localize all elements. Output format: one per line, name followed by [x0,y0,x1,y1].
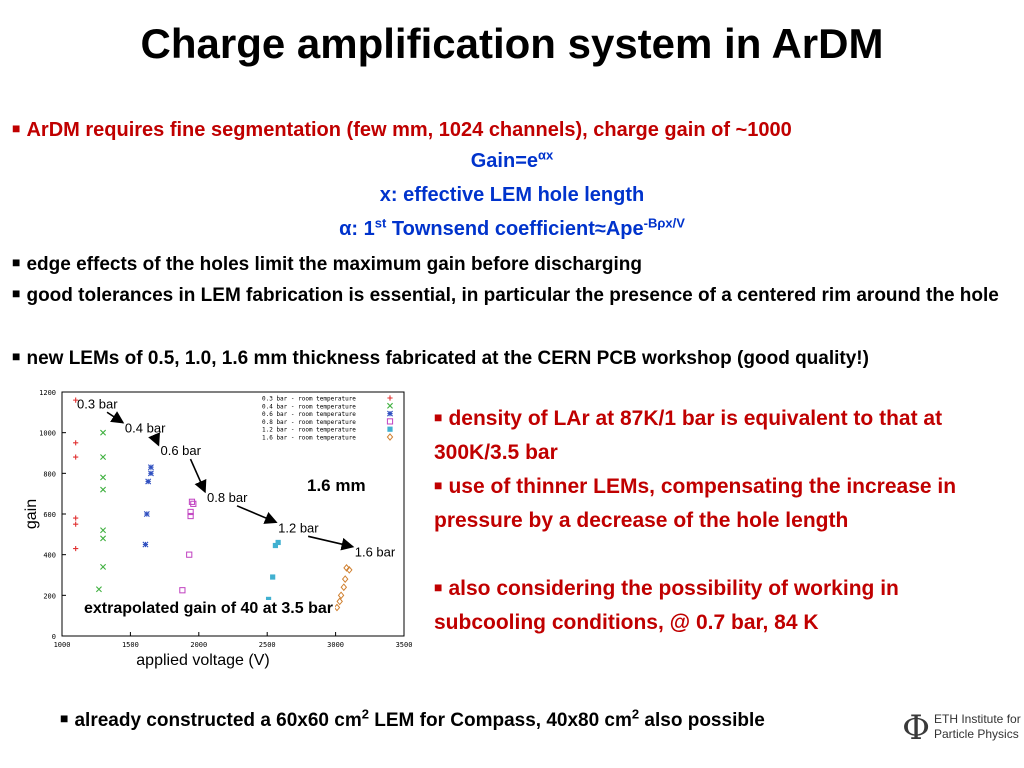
bullet-text: new LEMs of 0.5, 1.0, 1.6 mm thickness fabricated at the CERN PCB workshop (good quality!) [26,348,869,369]
pressure-annotation: 0.6 bar [160,443,201,459]
logo-text [934,712,1024,742]
pressure-annotation: 1.2 bar [278,520,319,536]
gain-formula-exponent: αx [538,147,554,163]
data-point [270,574,275,579]
bullet-text: use of thinner LEMs, compensating the increase in pressure by a decrease of the hole length [434,475,957,532]
bottom-sup-1: 2 [361,706,369,722]
alpha-exponent: -Bρx/V [643,215,685,231]
x-definition: x: effective LEM hole length [379,184,645,206]
data-point [146,479,151,484]
bullet-text: density of LAr at 87K/1 bar is equivalent to that at 300K/3.5 bar [434,407,943,464]
pressure-annotation: 0.4 bar [124,420,166,436]
pressure-annotation: 0.3 bar [77,396,118,412]
bullet-icon: ■ [12,348,21,364]
bullet-icon: ■ [12,120,21,136]
y-tick-label: 400 [43,551,56,560]
bullet-icon: ■ [434,477,443,493]
bullet-icon: ■ [12,285,21,301]
pressure-annotation: 1.6 bar [354,544,396,560]
legend-entry: 0.8 bar - room temperature [262,418,356,426]
y-tick-label: 0 [51,633,56,641]
data-point [143,542,148,547]
bottom-text-mid: LEM for Compass, 40x80 cm [368,710,632,731]
x-tick-label: 2500 [258,641,276,649]
x-axis-label: applied voltage (V) [136,652,270,669]
bottom-text-pre: already constructed a 60x60 cm [74,710,362,731]
bullet-edge-effects [12,246,1016,281]
legend-entry: 1.6 bar - room temperature [262,434,356,442]
slide-title: Charge amplification system in ArDM [140,20,884,67]
y-tick-label: 1000 [39,429,56,438]
gain-formula [0,146,1024,176]
data-point [144,511,149,516]
y-tick-label: 200 [43,592,56,601]
bullet-text: also considering the possibility of working in subcooling conditions, @ 0.7 bar, 84 K [434,577,899,634]
y-tick-label: 800 [43,470,56,479]
bullet-text: edge effects of the holes limit the maximum gain before discharging [26,254,642,275]
alpha-definition [0,214,1024,244]
logo-line-2: Particle Physics [934,727,1019,741]
bullet-thinner-lems [434,468,1014,538]
x-tick-label: 1500 [121,641,139,649]
data-point [148,465,153,470]
bullet-icon: ■ [434,409,443,425]
bottom-text-post: also possible [639,710,765,731]
gain-chart [12,380,420,672]
alpha-pre: α: 1 [339,218,375,240]
gain-formula-base: Gain=e [470,150,539,172]
bottom-sup-2: 2 [631,706,640,722]
eth-logo [898,706,1024,752]
legend-entry: 0.4 bar - room temperature [262,403,356,411]
bullet-text: good tolerances in LEM fabrication is essential, in particular the presence of a centered rim around the hole [26,285,999,306]
bullet-icon: ■ [60,710,69,726]
legend-entry: 0.3 bar - room temperature [262,395,356,403]
bullet-tolerances [12,277,1012,312]
y-tick-label: 600 [43,511,56,519]
legend-entry: 1.2 bar - room temperature [262,426,356,434]
pressure-annotation: 0.8 bar [207,489,248,505]
data-point [387,427,392,432]
y-tick-label: 1200 [39,389,56,397]
thickness-label: 1.6 mm [307,476,366,495]
y-axis-label: gain [23,498,40,530]
data-point [273,543,278,548]
legend-entry: 0.6 bar - room temperature [262,411,356,419]
gain-chart-svg [12,380,420,672]
phi-logo-icon: Φ [902,708,930,748]
x-tick-label: 2000 [190,641,208,649]
intro-line [12,112,1016,146]
data-point [387,411,392,416]
alpha-mid: Townsend coefficient≈Ape [386,218,644,240]
x-tick-label: 3500 [395,641,413,649]
alpha-sup: st [374,215,387,231]
bullet-icon: ■ [434,579,443,595]
extrapolated-label: extrapolated gain of 40 at 3.5 bar [84,600,333,617]
bullet-subcooling [434,570,1014,640]
logo-line-1: ETH Institute for [934,712,1021,726]
bullet-icon: ■ [12,254,21,270]
bullet-new-lems [12,340,1022,375]
bullet-density [434,400,1014,470]
x-tick-label: 1000 [53,641,71,649]
data-point [148,471,153,476]
x-tick-label: 3000 [327,641,345,649]
intro-text: ArDM requires fine segmentation (few mm, 1024 channels), charge gain of ~1000 [26,119,792,141]
bottom-line [60,702,890,737]
